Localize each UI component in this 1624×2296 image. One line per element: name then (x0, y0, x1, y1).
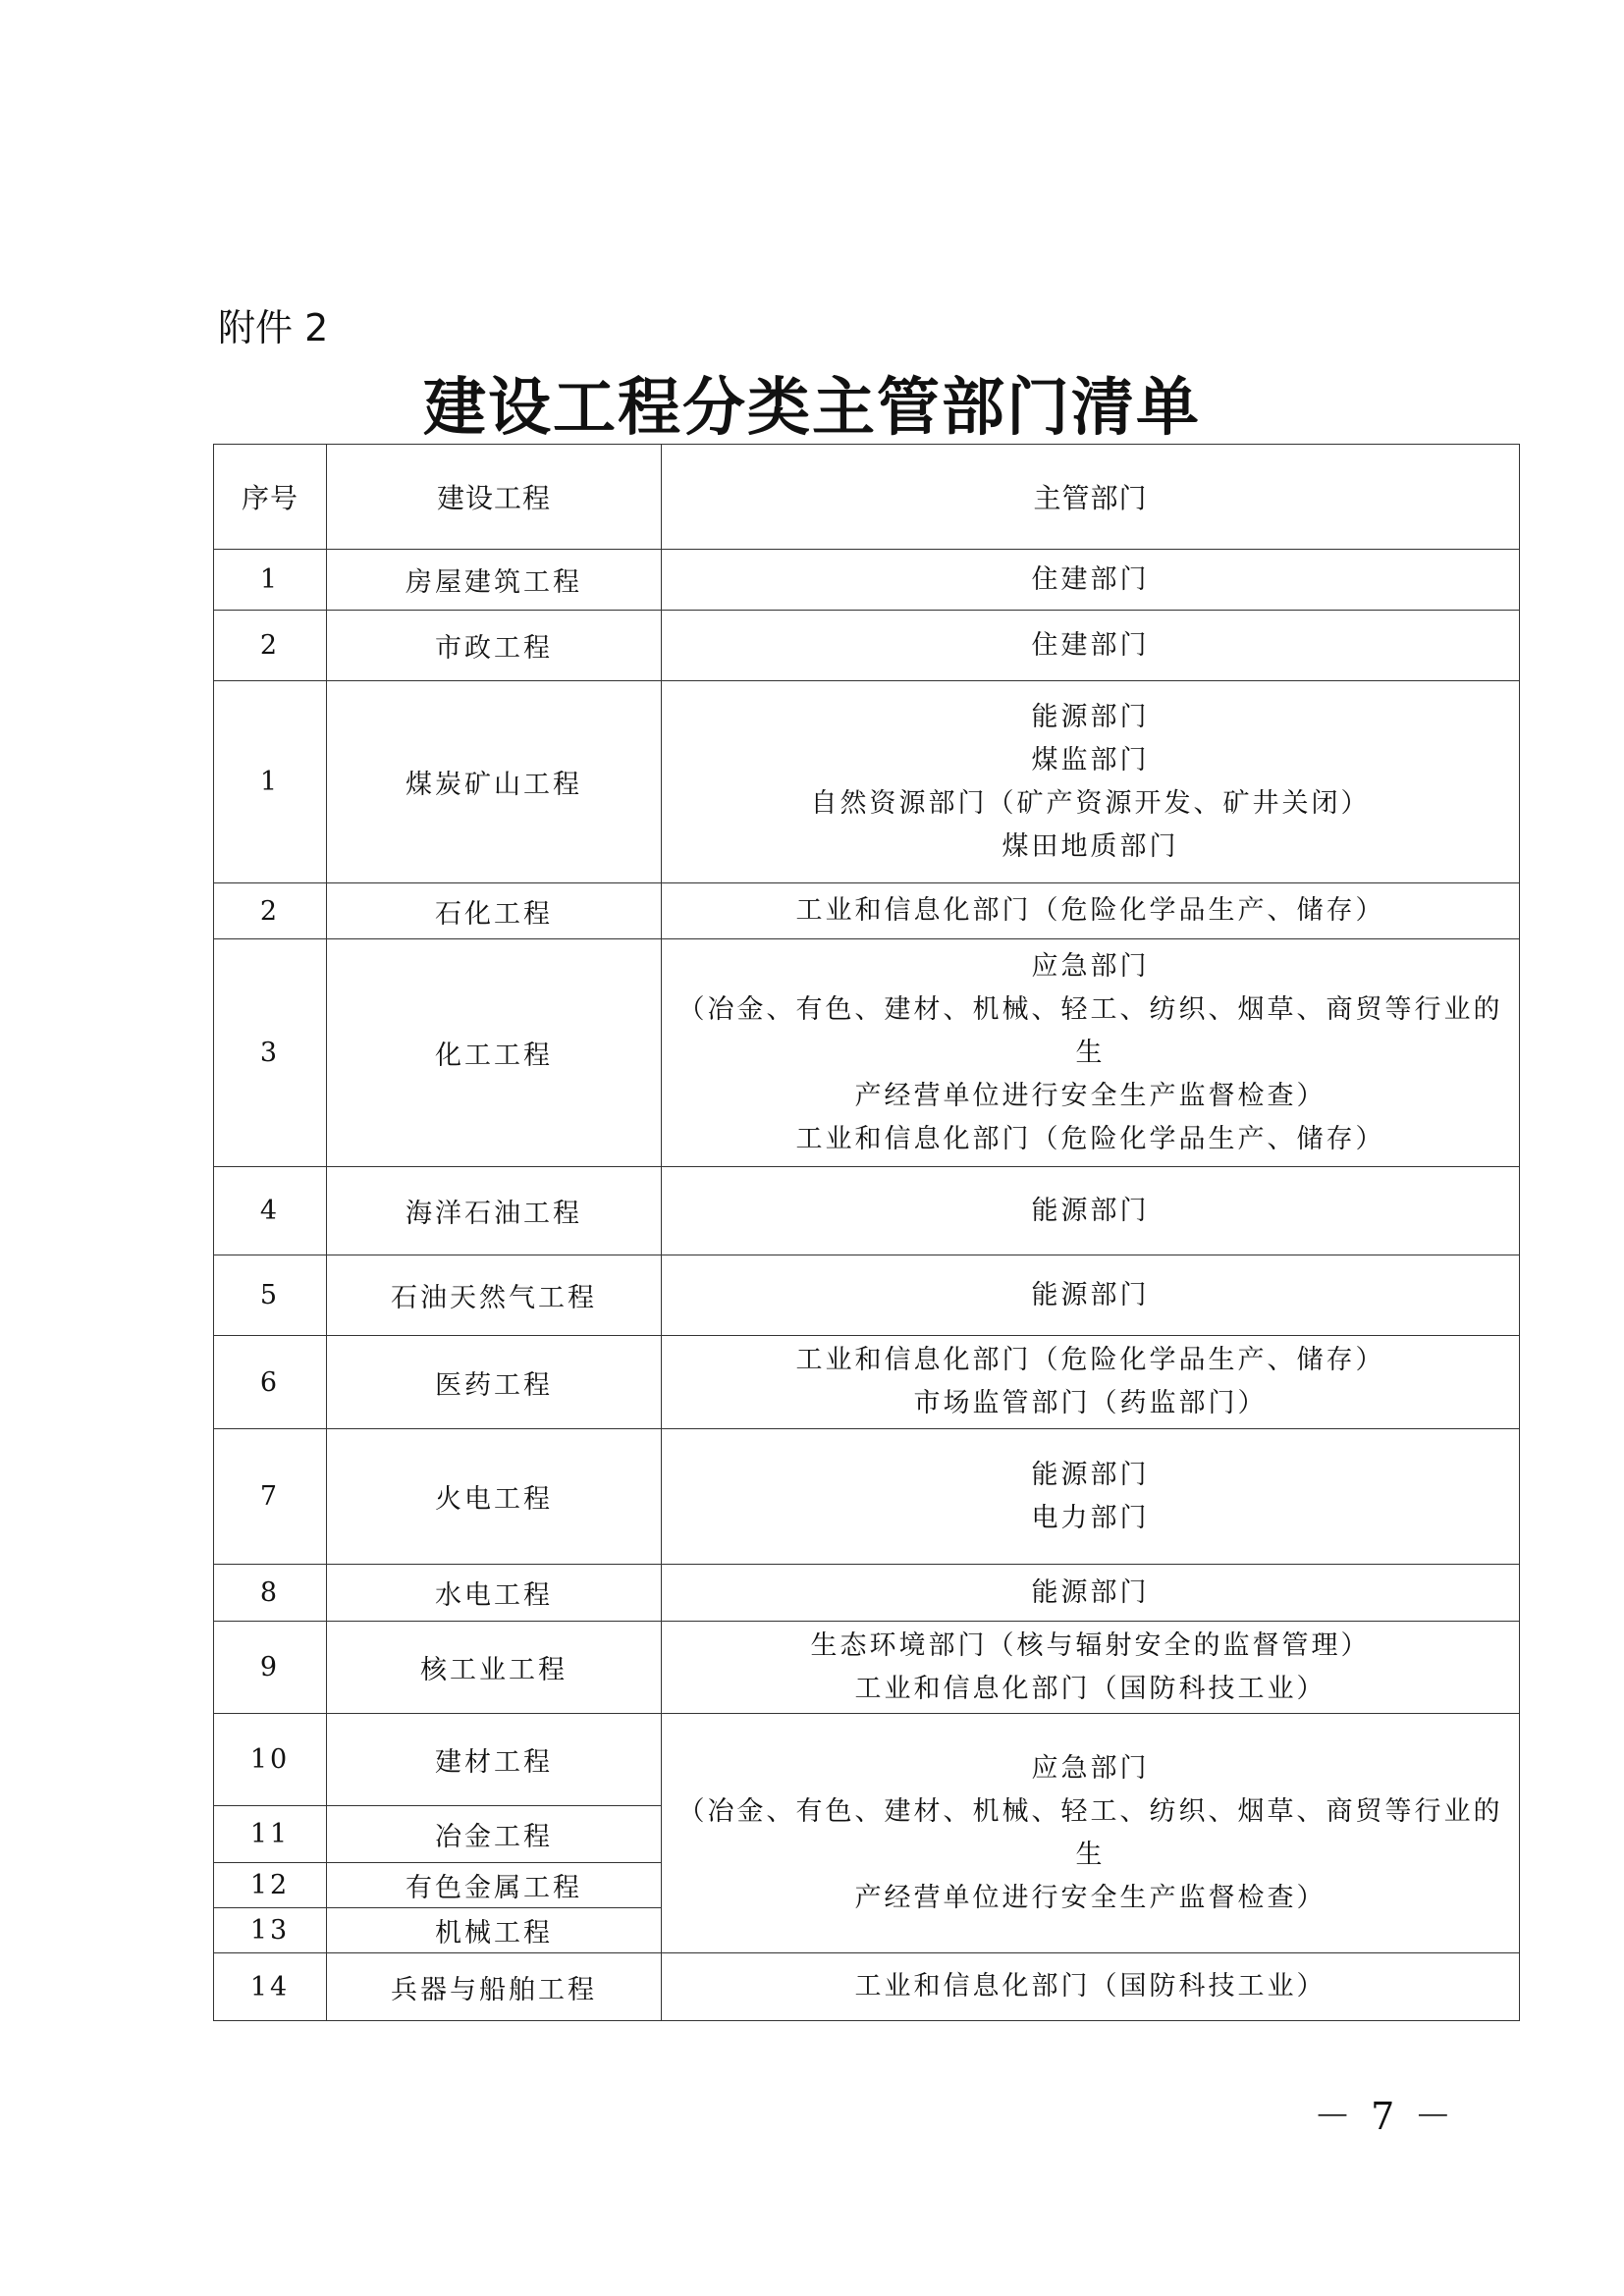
department-line: 能源部门 (1031, 701, 1150, 732)
row-project: 石化工程 (327, 883, 662, 939)
department-line: 自然资源部门（矿产资源开发、矿井关闭） (810, 787, 1371, 819)
row-project: 海洋石油工程 (327, 1167, 662, 1255)
row-department (662, 611, 1520, 681)
table-row (214, 1336, 1520, 1429)
row-project: 核工业工程 (327, 1622, 662, 1714)
row-department (662, 550, 1520, 611)
department-line: （冶金、有色、建材、机械、轻工、纺织、烟草、商贸等行业的生 (677, 1795, 1503, 1870)
table-row (214, 1565, 1520, 1622)
row-department (662, 681, 1520, 883)
department-line: （冶金、有色、建材、机械、轻工、纺织、烟草、商贸等行业的生 (677, 993, 1503, 1068)
department-line: 应急部门 (1031, 950, 1150, 982)
row-no: 7 (214, 1429, 327, 1565)
attachment-label: 附件 2 (218, 306, 329, 349)
department-line: 产经营单位进行安全生产监督检查） (854, 1080, 1326, 1111)
department-line: 生态环境部门（核与辐射安全的监督管理） (810, 1629, 1371, 1661)
row-project: 石油天然气工程 (327, 1255, 662, 1336)
table-row (214, 1255, 1520, 1336)
row-no: 14 (214, 1953, 327, 2021)
department-line: 产经营单位进行安全生产监督检查） (854, 1882, 1326, 1913)
department-line: 住建部门 (1031, 629, 1150, 661)
department-line: 能源部门 (1031, 1459, 1150, 1490)
row-department (662, 1336, 1520, 1429)
department-line: 煤监部门 (1031, 744, 1150, 775)
department-line: 电力部门 (1031, 1502, 1150, 1533)
header-no: 序号 (214, 445, 327, 550)
page-number: － 7 － (1314, 2095, 1456, 2138)
table-row (214, 611, 1520, 681)
department-line: 能源部门 (1031, 1195, 1150, 1226)
row-no: 1 (214, 681, 327, 883)
department-line: 住建部门 (1031, 563, 1150, 595)
department-line: 工业和信息化部门（国防科技工业） (854, 1673, 1326, 1704)
row-no: 1 (214, 550, 327, 611)
row-department-merged (662, 1714, 1520, 1953)
department-line: 工业和信息化部门（危险化学品生产、储存） (795, 895, 1385, 926)
row-department (662, 1429, 1520, 1565)
row-project: 火电工程 (327, 1429, 662, 1565)
document-title: 建设工程分类主管部门清单 (423, 371, 1201, 445)
row-no: 13 (214, 1908, 327, 1953)
row-department (662, 883, 1520, 939)
row-project: 市政工程 (327, 611, 662, 681)
row-project: 化工工程 (327, 939, 662, 1167)
row-no: 6 (214, 1336, 327, 1429)
table-row (214, 1953, 1520, 2021)
row-department (662, 1565, 1520, 1622)
table-row (214, 550, 1520, 611)
department-line: 市场监管部门（药监部门） (913, 1388, 1268, 1418)
row-project: 兵器与船舶工程 (327, 1953, 662, 2021)
department-line: 工业和信息化部门（危险化学品生产、储存） (795, 1345, 1385, 1375)
department-line: 能源部门 (1031, 1279, 1150, 1310)
row-project: 房屋建筑工程 (327, 550, 662, 611)
department-line: 工业和信息化部门（危险化学品生产、储存） (795, 1123, 1385, 1154)
row-department (662, 1167, 1520, 1255)
department-line: 工业和信息化部门（国防科技工业） (854, 1971, 1326, 2002)
row-project: 水电工程 (327, 1565, 662, 1622)
row-department (662, 1953, 1520, 2021)
row-no: 12 (214, 1863, 327, 1908)
row-no: 5 (214, 1255, 327, 1336)
table-row (214, 1622, 1520, 1714)
table-row (214, 939, 1520, 1167)
row-project: 冶金工程 (327, 1806, 662, 1863)
department-table (213, 444, 1520, 2021)
row-project: 建材工程 (327, 1714, 662, 1806)
table-row (214, 1714, 1520, 1806)
row-no: 2 (214, 883, 327, 939)
row-no: 10 (214, 1714, 327, 1806)
department-line: 能源部门 (1031, 1576, 1150, 1608)
row-department (662, 1622, 1520, 1714)
table-row (214, 681, 1520, 883)
row-no: 3 (214, 939, 327, 1167)
row-department (662, 939, 1520, 1167)
header-project: 建设工程 (327, 445, 662, 550)
department-line: 应急部门 (1031, 1752, 1150, 1784)
table-row (214, 1429, 1520, 1565)
row-project: 机械工程 (327, 1908, 662, 1953)
row-no: 2 (214, 611, 327, 681)
row-no: 4 (214, 1167, 327, 1255)
table-row (214, 1167, 1520, 1255)
department-line: 煤田地质部门 (1001, 830, 1179, 862)
row-project: 煤炭矿山工程 (327, 681, 662, 883)
row-no: 11 (214, 1806, 327, 1863)
header-row (214, 445, 1520, 550)
row-no: 9 (214, 1622, 327, 1714)
row-project: 医药工程 (327, 1336, 662, 1429)
table-row (214, 883, 1520, 939)
row-no: 8 (214, 1565, 327, 1622)
header-department: 主管部门 (662, 445, 1520, 550)
row-department (662, 1255, 1520, 1336)
row-project: 有色金属工程 (327, 1863, 662, 1908)
